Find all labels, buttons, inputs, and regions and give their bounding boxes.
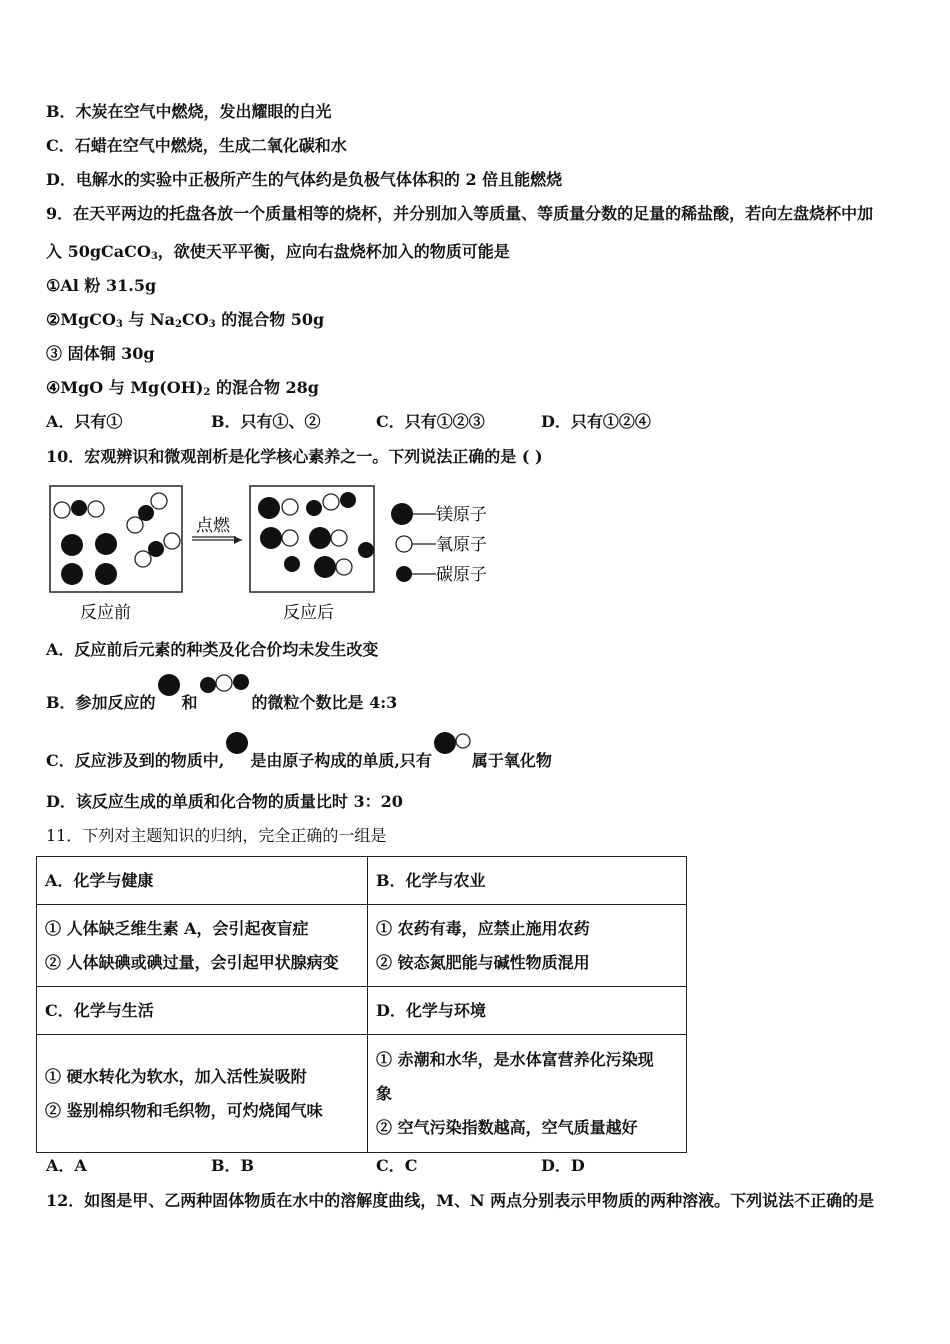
cell-b-body: ① 农药有毒，应禁止施用农药 ② 铵态氮肥能与碱性物质混用 bbox=[368, 905, 687, 987]
q9-option-c: C．只有①②③ bbox=[376, 412, 485, 431]
magnesium-oxide-molecule-icon bbox=[432, 730, 472, 760]
before-label: 反应前 bbox=[80, 603, 131, 623]
legend-magnesium: 镁原子 bbox=[436, 505, 487, 525]
legend-oxygen: 氧原子 bbox=[436, 535, 487, 555]
after-label: 反应后 bbox=[283, 603, 334, 623]
magnesium-atom-inline-icon bbox=[224, 730, 250, 760]
q9-option-d: D．只有①②④ bbox=[541, 412, 651, 431]
q11-option-d: D．D bbox=[541, 1156, 585, 1175]
q9-item-3: ③ 固体铜 30g bbox=[46, 344, 155, 363]
cell-a-head: A．化学与健康 bbox=[37, 857, 368, 905]
magnesium-molecule-icon bbox=[156, 672, 182, 702]
cell-c-body: ① 硬水转化为软水，加入活性炭吸附 ② 鉴别棉织物和毛织物，可灼烧闻气味 bbox=[37, 1035, 368, 1153]
arrow-label: 点燃 bbox=[196, 516, 230, 536]
q11-option-a: A．A bbox=[46, 1156, 87, 1175]
carbon-atom-icon bbox=[396, 566, 412, 582]
q10-option-b: B．参加反应的 和 的微粒个数比是 4:3 bbox=[46, 672, 397, 718]
oxygen-atom-icon bbox=[396, 536, 412, 552]
reaction-diagram bbox=[46, 478, 506, 628]
cell-d-body: ① 赤潮和水华，是水体富营养化污染现 象 ② 空气污染指数越高，空气质量越好 bbox=[368, 1035, 687, 1153]
q10-option-d: D．该反应生成的单质和化合物的质量比时 3：20 bbox=[46, 792, 403, 811]
cell-d-head: D．化学与环境 bbox=[368, 987, 687, 1035]
q12-stem: 12．如图是甲、乙两种固体物质在水中的溶解度曲线，M、N 两点分别表示甲物质的两种溶液。下列说法不正确的是 bbox=[46, 1191, 875, 1210]
before-molecules bbox=[54, 493, 180, 585]
after-molecules bbox=[258, 492, 374, 578]
q8-option-c: C．石蜡在空气中燃烧，生成二氧化碳和水 bbox=[46, 136, 347, 155]
cell-a-body: ① 人体缺乏维生素 A，会引起夜盲症 ② 人体缺碘或碘过量，会引起甲状腺病变 bbox=[37, 905, 368, 987]
legend-carbon: 碳原子 bbox=[436, 565, 487, 585]
q9-item-2: ②MgCO$_3$ 与 $Na_2CO_3$ 的混合物 50g bbox=[46, 310, 325, 330]
q11-stem: 11．下列对主题知识的归纳，完全正确的一组是 bbox=[46, 826, 387, 845]
q9-item-1: ①Al 粉 31.5g bbox=[46, 276, 157, 295]
q10-option-a: A．反应前后元素的种类及化合价均未发生改变 bbox=[46, 640, 379, 659]
q9-stem-line1: 9．在天平两边的托盘各放一个质量相等的烧杯，并分别加入等质量、等质量分数的足量的稀盐酸，若向左盘烧杯中加 bbox=[46, 204, 874, 223]
q9-option-a: A．只有① bbox=[46, 412, 123, 431]
q10-option-c: C．反应涉及到的物质中, 是由原子构成的单质,只有 属于氧化物 bbox=[46, 730, 552, 776]
carbon-dioxide-molecule-icon bbox=[198, 672, 252, 702]
cell-b-head: B．化学与农业 bbox=[368, 857, 687, 905]
legend bbox=[391, 503, 487, 585]
q8-option-d: D．电解水的实验中正极所产生的气体约是负极气体体积的 2 倍且能燃烧 bbox=[46, 170, 563, 189]
q11-option-c: C．C bbox=[376, 1156, 418, 1175]
q9-item-4: ④MgO 与 $Mg(OH)_2$ 的混合物 28g bbox=[46, 378, 319, 398]
magnesium-atom-icon bbox=[391, 503, 413, 525]
q9-stem-line2: 入 50gCaCO$_3$，欲使天平平衡，应向右盘烧杯加入的物质可能是 bbox=[46, 242, 510, 262]
q11-table bbox=[36, 856, 687, 1153]
q9-option-b: B．只有①、② bbox=[211, 412, 321, 431]
q10-stem: 10．宏观辨识和微观剖析是化学核心素养之一。下列说法正确的是 ( ) bbox=[46, 447, 543, 466]
cell-c-head: C．化学与生活 bbox=[37, 987, 368, 1035]
q8-option-b: B．木炭在空气中燃烧，发出耀眼的白光 bbox=[46, 102, 332, 121]
q11-option-b: B．B bbox=[211, 1156, 255, 1175]
